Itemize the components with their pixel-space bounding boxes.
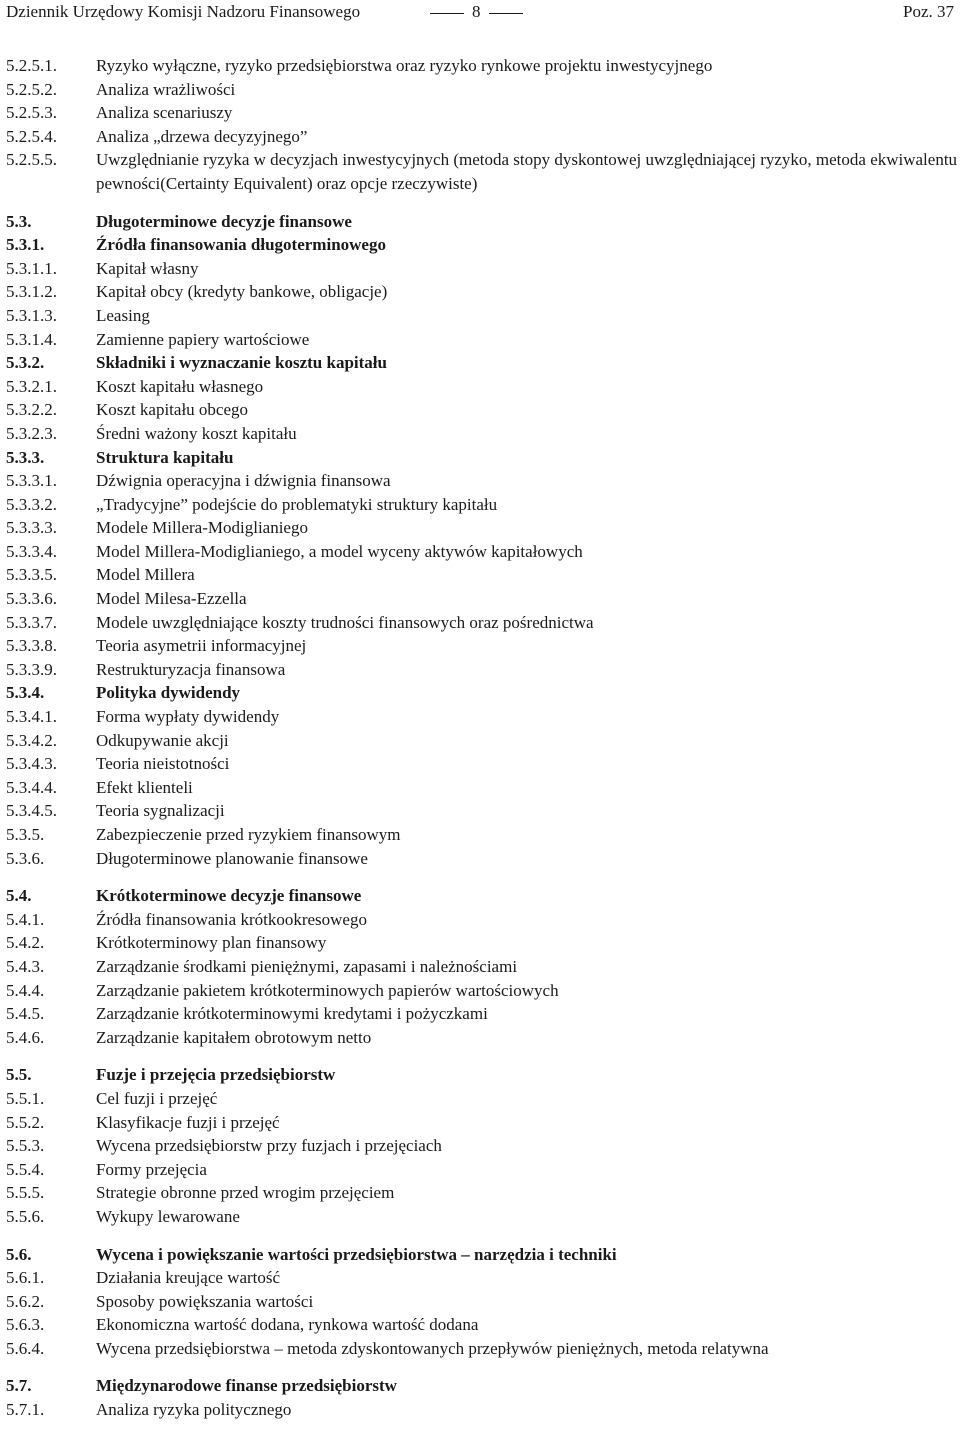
toc-title: Modele Millera-Modiglianiego (96, 518, 308, 538)
toc-number: 5.3.1.1. (6, 258, 57, 278)
toc-number: 5.3.2.2. (6, 400, 57, 420)
toc-number: 5.3.3.6. (6, 589, 57, 609)
toc-number: 5.4.2. (6, 933, 45, 953)
toc-title: Klasyfikacje fuzji i przejęć (96, 1112, 280, 1132)
toc-title: Źródła finansowania długoterminowego (96, 235, 386, 255)
toc-row (0, 1205, 960, 1229)
toc-row (0, 516, 960, 540)
toc-title: Analiza „drzewa decyzyjnego” (96, 126, 308, 146)
toc-row (0, 1181, 960, 1205)
toc-title: Wykupy lewarowane (96, 1206, 240, 1226)
toc-row (0, 563, 960, 587)
toc-row (0, 422, 960, 446)
section-gap (0, 1360, 960, 1374)
toc-title: Wycena i powiększanie wartości przedsiębiorstwa – narzędzia i techniki (96, 1244, 617, 1264)
toc-number: 5.6.4. (6, 1338, 45, 1358)
toc-number: 5.5.4. (6, 1159, 45, 1179)
section-gap (0, 196, 960, 210)
toc-number: 5.5. (6, 1065, 32, 1085)
toc-title: Zarządzanie pakietem krótkoterminowych papierów wartościowych (96, 980, 559, 1000)
toc-title: Działania kreujące wartość (96, 1268, 281, 1288)
toc-title: Restrukturyzacja finansowa (96, 659, 286, 679)
toc-title: Zarządzanie krótkoterminowymi kredytami i pożyczkami (96, 1004, 488, 1024)
toc-row (0, 908, 960, 932)
toc-number: 5.3.3.1. (6, 471, 57, 491)
toc-title: Strategie obronne przed wrogim przejęciem (96, 1183, 395, 1203)
toc-title: Dźwignia operacyjna i dźwignia finansowa (96, 471, 391, 491)
toc-number: 5.3.4.5. (6, 801, 57, 821)
toc-row (0, 148, 960, 195)
toc-row (0, 1087, 960, 1111)
toc-title: Analiza ryzyka politycznego (96, 1400, 292, 1420)
toc-title: Efekt klienteli (96, 777, 193, 797)
section-gap (0, 1049, 960, 1063)
toc-title: Kapitał własny (96, 258, 199, 278)
toc-number: 5.5.1. (6, 1088, 45, 1108)
toc-row (0, 658, 960, 682)
table-of-contents (0, 54, 960, 1422)
toc-number: 5.3.4.1. (6, 707, 57, 727)
toc-row (0, 1111, 960, 1135)
toc-row (0, 1337, 960, 1361)
toc-number: 5.3.3.3. (6, 518, 57, 538)
toc-number: 5.3.1.3. (6, 305, 57, 325)
toc-number: 5.6.1. (6, 1268, 45, 1288)
toc-row (0, 493, 960, 517)
toc-number: 5.3.2.3. (6, 423, 57, 443)
toc-title: Zabezpieczenie przed ryzykiem finansowym (96, 825, 401, 844)
toc-title: Międzynarodowe finanse przedsiębiorstw (96, 1376, 397, 1396)
toc-row (0, 1266, 960, 1290)
toc-number: 5.2.5.4. (6, 126, 57, 146)
toc-row (0, 776, 960, 800)
toc-number: 5.3.4.2. (6, 730, 57, 750)
toc-row (0, 1290, 960, 1314)
toc-title: Teoria nieistotności (96, 754, 230, 774)
toc-row (0, 823, 960, 847)
toc-title: Teoria sygnalizacji (96, 801, 225, 821)
toc-row (0, 1134, 960, 1158)
position-label: Poz. 37 (903, 2, 954, 21)
toc-title: Analiza wrażliwości (96, 79, 236, 99)
toc-row (0, 280, 960, 304)
toc-number: 5.3.3.2. (6, 494, 57, 514)
toc-number: 5.3.4.3. (6, 754, 57, 774)
toc-title: Modele uwzględniające koszty trudności finansowych oraz pośrednictwa (96, 612, 594, 632)
toc-subsection-heading (0, 351, 960, 375)
toc-row (0, 54, 960, 78)
section-gap (0, 1229, 960, 1243)
toc-row (0, 955, 960, 979)
toc-number: 5.3.5. (6, 825, 45, 844)
toc-number: 5.5.6. (6, 1206, 45, 1226)
toc-subsection-heading (0, 681, 960, 705)
toc-number: 5.2.5.2. (6, 79, 57, 99)
toc-number: 5.4. (6, 886, 32, 906)
toc-row (0, 729, 960, 753)
toc-row (0, 1158, 960, 1182)
page-header (0, 0, 960, 24)
toc-number: 5.3.3.4. (6, 541, 57, 561)
toc-number: 5.3.3.7. (6, 612, 57, 632)
toc-title: Cel fuzji i przejęć (96, 1088, 218, 1108)
toc-title: Fuzje i przejęcia przedsiębiorstw (96, 1065, 336, 1085)
toc-number: 5.6. (6, 1244, 32, 1264)
toc-number: 5.6.3. (6, 1315, 45, 1335)
toc-title: Analiza scenariuszy (96, 103, 233, 123)
toc-title: Zarządzanie środkami pieniężnymi, zapasami i należnościami (96, 956, 518, 976)
toc-row (0, 799, 960, 823)
toc-title: Model Millera (96, 565, 195, 585)
toc-title: Koszt kapitału obcego (96, 400, 249, 420)
toc-title: Zarządzanie kapitałem obrotowym netto (96, 1027, 372, 1047)
toc-row (0, 78, 960, 102)
toc-title: Ekonomiczna wartość dodana, rynkowa wartość dodana (96, 1315, 479, 1335)
toc-number: 5.3.3.5. (6, 565, 57, 585)
toc-number: 5.4.4. (6, 980, 45, 1000)
section-gap (0, 870, 960, 884)
toc-number: 5.2.5.3. (6, 103, 57, 123)
toc-number: 5.4.3. (6, 956, 45, 976)
toc-row (0, 304, 960, 328)
toc-title: Model Millera-Modiglianiego, a model wyceny aktywów kapitałowych (96, 541, 583, 561)
toc-number: 5.4.5. (6, 1004, 45, 1024)
toc-row (0, 611, 960, 635)
toc-title: Kapitał obcy (kredyty bankowe, obligacje) (96, 282, 388, 302)
toc-title: Wycena przedsiębiorstw przy fuzjach i przejęciach (96, 1136, 442, 1156)
toc-title: Wycena przedsiębiorstwa – metoda zdyskontowanych przepływów pieniężnych, metoda relatywna (96, 1338, 769, 1358)
toc-title: Ryzyko wyłączne, ryzyko przedsiębiorstwa oraz ryzyko rynkowe projektu inwestycyjnego (96, 56, 713, 75)
toc-title: Polityka dywidendy (96, 683, 241, 703)
page-number: 8 (472, 2, 481, 21)
toc-number: 5.2.5.1. (6, 56, 57, 75)
toc-subsection-heading (0, 233, 960, 257)
toc-title: Sposoby powiększania wartości (96, 1291, 314, 1311)
toc-number: 5.5.2. (6, 1112, 45, 1132)
toc-row (0, 931, 960, 955)
toc-row (0, 375, 960, 399)
toc-title: Struktura kapitału (96, 447, 234, 467)
toc-number: 5.5.3. (6, 1136, 45, 1156)
toc-row (0, 634, 960, 658)
toc-title: Uwzględnianie ryzyka w decyzjach inwestycyjnych (metoda stopy dyskontowej uwzględniającej ryzyko, metoda ekwiwalentu pewności(Certainty Equivalent) oraz opcje rzeczywiste) (96, 150, 958, 193)
toc-title: Długoterminowe planowanie finansowe (96, 848, 368, 868)
toc-number: 5.3.4. (6, 683, 45, 703)
toc-number: 5.3.2. (6, 353, 45, 373)
toc-row (0, 1002, 960, 1026)
toc-section-heading (0, 1374, 960, 1398)
toc-number: 5.3.3. (6, 447, 45, 467)
toc-title: Składniki i wyznaczanie kosztu kapitału (96, 353, 387, 373)
publication-title: Dziennik Urzędowy Komisji Nadzoru Finansowego (6, 2, 361, 21)
toc-title: Leasing (96, 305, 150, 325)
toc-subsection-heading (0, 446, 960, 470)
toc-title: Koszt kapitału własnego (96, 376, 264, 396)
toc-row (0, 979, 960, 1003)
toc-number: 5.2.5.5. (6, 150, 57, 170)
toc-title: Odkupywanie akcji (96, 730, 229, 750)
toc-section-heading (0, 1063, 960, 1087)
toc-title: Forma wypłaty dywidendy (96, 707, 280, 727)
toc-row (0, 101, 960, 125)
page-number-block (430, 0, 523, 24)
toc-row (0, 125, 960, 149)
toc-row (0, 705, 960, 729)
toc-title: Źródła finansowania krótkookresowego (96, 909, 367, 929)
toc-title: Długoterminowe decyzje finansowe (96, 211, 352, 231)
toc-number: 5.4.6. (6, 1027, 45, 1047)
toc-number: 5.3.3.8. (6, 636, 57, 656)
toc-row (0, 1313, 960, 1337)
toc-title: Średni ważony koszt kapitału (96, 423, 297, 443)
toc-title: Krótkoterminowy plan finansowy (96, 933, 327, 953)
toc-title: Model Milesa-Ezzella (96, 589, 247, 609)
toc-number: 5.5.5. (6, 1183, 45, 1203)
toc-section-heading (0, 1243, 960, 1267)
toc-row (0, 1026, 960, 1050)
toc-number: 5.3.2.1. (6, 376, 57, 396)
toc-section-heading (0, 884, 960, 908)
toc-number: 5.4.1. (6, 909, 45, 929)
toc-title: „Tradycyjne” podejście do problematyki struktury kapitału (96, 494, 498, 514)
toc-title: Formy przejęcia (96, 1159, 207, 1179)
toc-section-heading (0, 210, 960, 234)
toc-row (0, 257, 960, 281)
toc-number: 5.7.1. (6, 1400, 45, 1420)
toc-number: 5.3.1.4. (6, 329, 57, 349)
toc-number: 5.6.2. (6, 1291, 45, 1311)
dash-left (430, 13, 464, 14)
toc-row (0, 328, 960, 352)
toc-number: 5.3.1.2. (6, 282, 57, 302)
toc-title: Zamienne papiery wartościowe (96, 329, 310, 349)
toc-title: Krótkoterminowe decyzje finansowe (96, 886, 362, 906)
toc-number: 5.3. (6, 211, 32, 231)
toc-title: Teoria asymetrii informacyjnej (96, 636, 307, 656)
toc-number: 5.3.3.9. (6, 659, 57, 679)
toc-row (0, 1398, 960, 1422)
toc-row (0, 587, 960, 611)
toc-row (0, 847, 960, 871)
toc-number: 5.3.6. (6, 848, 45, 868)
dash-right (489, 13, 523, 14)
toc-number: 5.3.4.4. (6, 777, 57, 797)
toc-row (0, 540, 960, 564)
toc-row (0, 398, 960, 422)
toc-number: 5.7. (6, 1376, 32, 1396)
toc-row (0, 752, 960, 776)
toc-row (0, 469, 960, 493)
toc-number: 5.3.1. (6, 235, 45, 255)
